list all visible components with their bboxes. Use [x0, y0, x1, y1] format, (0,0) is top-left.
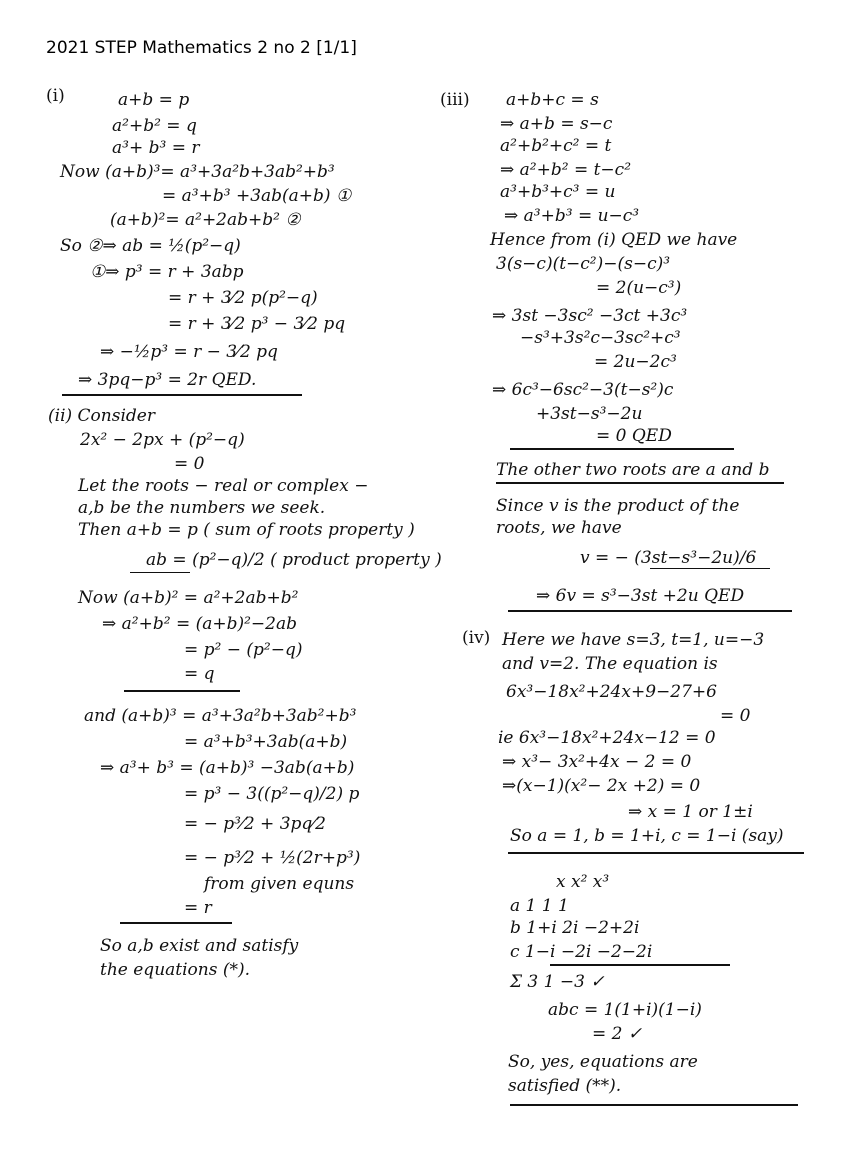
- math-line: ie 6x³−18x²+24x−12 = 0: [498, 728, 716, 748]
- math-line: So, yes, equations are: [508, 1052, 698, 1072]
- math-line: = p² − (p²−q): [184, 640, 303, 660]
- math-line: Now (a+b)³= a³+3a²b+3ab²+b³: [60, 162, 335, 182]
- math-line: ⇒ x = 1 or 1±i: [628, 802, 753, 822]
- math-line: = − p³⁄2 + 3pq⁄2: [184, 814, 326, 834]
- math-line: +3st−s³−2u: [536, 404, 643, 424]
- math-line: ⇒(x−1)(x²− 2x +2) = 0: [502, 776, 701, 796]
- math-line: a+b+c = s: [506, 90, 599, 110]
- math-line: So a,b exist and satisfy: [100, 936, 299, 956]
- math-line: = 2 ✓: [592, 1024, 643, 1044]
- math-line: (a+b)²= a²+2ab+b² ②: [110, 210, 301, 230]
- math-line: a³+b³+c³ = u: [500, 182, 616, 202]
- math-line: 2x² − 2px + (p²−q): [80, 430, 245, 450]
- math-line: Σ 3 1 −3 ✓: [510, 972, 605, 992]
- math-line: = − p³⁄2 + ½(2r+p³): [184, 848, 361, 868]
- rule-ii-a: [124, 690, 240, 692]
- math-line: Let the roots − real or complex −: [78, 476, 369, 496]
- math-line: ⇒ 3pq−p³ = 2r QED.: [78, 370, 257, 390]
- math-line: ⇒ 3st −3sc² −3ct +3c³: [492, 306, 688, 326]
- math-line: −s³+3s²c−3sc²+c³: [520, 328, 681, 348]
- math-line: ⇒ −½p³ = r − 3⁄2 pq: [100, 342, 278, 362]
- math-line: (i): [46, 86, 65, 106]
- math-line: So ②⇒ ab = ½(p²−q): [60, 236, 241, 256]
- math-line: v = − (3st−s³−2u)/6: [580, 548, 757, 568]
- math-line: = 0 QED: [596, 426, 672, 446]
- rule-iv-end: [510, 1104, 798, 1106]
- math-line: = r + 3⁄2 p(p²−q): [168, 288, 318, 308]
- rule-iii-b: [496, 482, 784, 484]
- fraction-bar: [650, 568, 770, 569]
- math-line: = r: [184, 898, 212, 918]
- math-line: c 1−i −2i −2−2i: [510, 942, 653, 962]
- math-line: a²+b² = q: [112, 116, 197, 136]
- rule-iv-table: [550, 964, 730, 966]
- math-line: = r + 3⁄2 p³ − 3⁄2 pq: [168, 314, 346, 334]
- math-line: a,b be the numbers we seek.: [78, 498, 326, 518]
- math-line: = q: [184, 664, 215, 684]
- math-line: (iv): [462, 628, 491, 648]
- math-line: = 0: [174, 454, 205, 474]
- math-line: = p³ − 3((p²−q)/2) p: [184, 784, 360, 804]
- rule-iii-c: [508, 610, 792, 612]
- math-line: from given equns: [204, 874, 355, 894]
- fraction-bar: [130, 572, 190, 573]
- math-line: ab = (p²−q)/2 ( product property ): [146, 550, 442, 570]
- math-line: the equations (*).: [100, 960, 251, 980]
- math-line: roots, we have: [496, 518, 622, 538]
- math-line: ⇒ a+b = s−c: [500, 114, 613, 134]
- math-line: a+b = p: [118, 90, 190, 110]
- rule-iv-a: [508, 852, 804, 854]
- math-line: (iii): [440, 90, 470, 110]
- math-line: a²+b²+c² = t: [500, 136, 612, 156]
- rule-iii-a: [510, 448, 734, 450]
- math-line: Now (a+b)² = a²+2ab+b²: [78, 588, 299, 608]
- rule-ii-b: [120, 922, 232, 924]
- page-header: 2021 STEP Mathematics 2 no 2 [1/1]: [46, 38, 357, 58]
- math-line: satisfied (**).: [508, 1076, 622, 1096]
- math-line: The other two roots are a and b: [496, 460, 770, 480]
- math-line: x x² x³: [556, 872, 610, 892]
- math-line: Hence from (i) QED we have: [490, 230, 738, 250]
- math-line: abc = 1(1+i)(1−i): [548, 1000, 702, 1020]
- math-line: ①⇒ p³ = r + 3abp: [90, 262, 244, 282]
- math-line: = 2(u−c³): [596, 278, 682, 298]
- math-line: = a³+b³ +3ab(a+b) ①: [162, 186, 352, 206]
- math-line: = 0: [720, 706, 751, 726]
- math-line: = a³+b³+3ab(a+b): [184, 732, 348, 752]
- math-line: = 2u−2c³: [594, 352, 677, 372]
- math-line: 3(s−c)(t−c²)−(s−c)³: [496, 254, 671, 274]
- math-line: ⇒ x³− 3x²+4x − 2 = 0: [502, 752, 692, 772]
- math-line: and (a+b)³ = a³+3a²b+3ab²+b³: [84, 706, 357, 726]
- math-line: Since v is the product of the: [496, 496, 740, 516]
- math-line: ⇒ 6c³−6sc²−3(t−s²)c: [492, 380, 674, 400]
- math-line: ⇒ a³+ b³ = (a+b)³ −3ab(a+b): [100, 758, 355, 778]
- math-line: b 1+i 2i −2+2i: [510, 918, 640, 938]
- math-line: ⇒ a²+b² = t−c²: [500, 160, 632, 180]
- math-line: ⇒ a²+b² = (a+b)²−2ab: [102, 614, 298, 634]
- math-line: Here we have s=3, t=1, u=−3: [502, 630, 765, 650]
- math-line: Then a+b = p ( sum of roots property ): [78, 520, 415, 540]
- math-line: ⇒ 6v = s³−3st +2u QED: [536, 586, 745, 606]
- math-line: a³+ b³ = r: [112, 138, 200, 158]
- math-line: So a = 1, b = 1+i, c = 1−i (say): [510, 826, 784, 846]
- math-line: (ii) Consider: [48, 406, 155, 426]
- math-line: and v=2. The equation is: [502, 654, 718, 674]
- math-line: 6x³−18x²+24x+9−27+6: [506, 682, 717, 702]
- math-line: a 1 1 1: [510, 896, 569, 916]
- math-line: ⇒ a³+b³ = u−c³: [504, 206, 640, 226]
- rule-i: [62, 394, 302, 396]
